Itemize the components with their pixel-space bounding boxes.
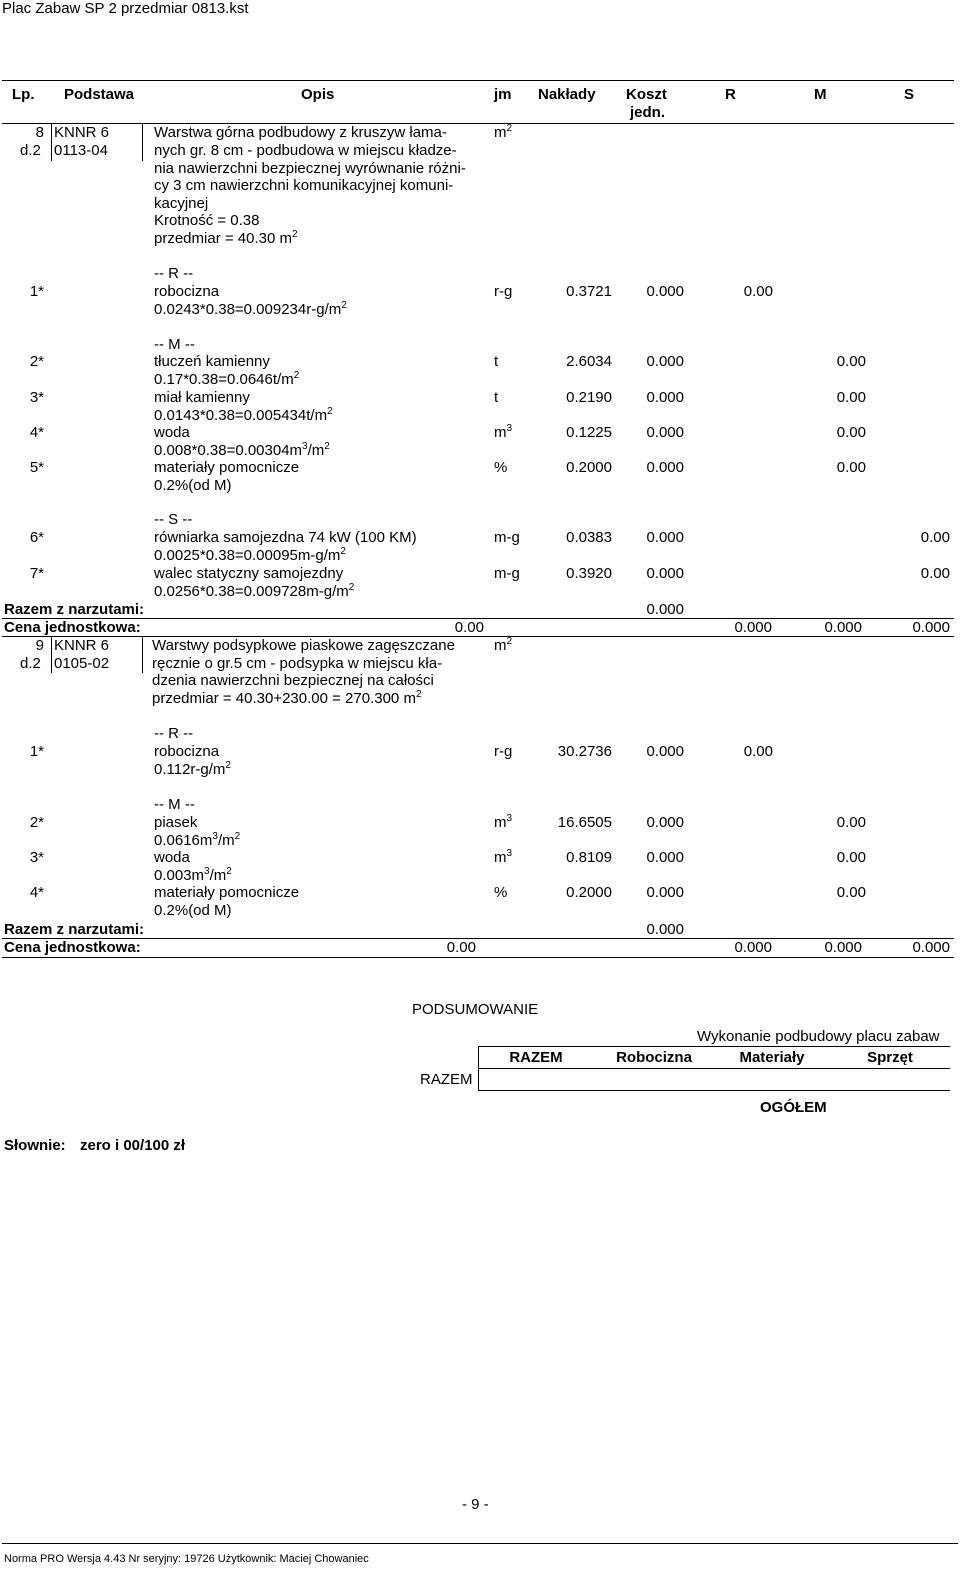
pos9-row-koszt: 0.000 [646, 814, 684, 831]
pos8-desc-2: nych gr. 8 cm - podbudowa w miejscu kładze- [154, 142, 457, 159]
pos8-row-name: równiarka samojezdna 74 kW (100 KM) [154, 529, 417, 546]
pos8-row-naklady: 0.1225 [566, 424, 612, 441]
pos9-row-calc: $0.112r-g/m^2$ [154, 760, 231, 778]
pos8-desc-7: przedmiar = 40.30 $m^2$ [154, 229, 298, 247]
pos9-m-head: -- M -- [154, 796, 195, 813]
pos9-row-value: 0.00 [743, 743, 773, 760]
pos8-m-head: -- M -- [154, 336, 195, 353]
page-number: - 9 - [462, 1496, 489, 1513]
pos9-knnr-code: 0105-02 [54, 655, 110, 672]
pos8-row-calc: 0.2%(od M) [154, 477, 232, 494]
pos8-cena-m: 0.000 [824, 619, 862, 636]
pos9-row-lp: 4* [29, 884, 44, 901]
pos9-row-name: robocizna [154, 743, 220, 760]
pos8-row-name: materiały pomocnicze [154, 459, 300, 476]
col-r: R [725, 86, 736, 103]
pos9-row-naklady: 0.8109 [566, 849, 612, 866]
pos8-row-name: miał kamienny [154, 389, 250, 406]
pos8-razem-label: Razem z narzutami: [4, 601, 145, 618]
pos9-jm: $m^2$ [494, 636, 513, 654]
pos8-row-lp: 6* [29, 529, 44, 546]
pos8-cena-label: Cena jednostkowa: [4, 619, 141, 636]
pos8-row-value: 0.00 [836, 424, 866, 441]
pos8-row-jm: % [494, 459, 508, 476]
col-m: M [814, 86, 827, 103]
pos8-nr: 8 [35, 124, 44, 141]
pos8-row-calc: $0.008*0.38=0.00304m^3/m^2$ [154, 441, 330, 459]
pos8-row-value: 0.00 [836, 459, 866, 476]
pos8-row-naklady: 0.3920 [566, 565, 612, 582]
pos8-row-calc: $0.0025*0.38=0.00095m-g/m^2$ [154, 546, 346, 564]
pos9-row-calc: $0.003m^3/m^2$ [154, 866, 232, 884]
pos9-r-head: -- R -- [154, 725, 194, 742]
col-podstawa: Podstawa [64, 86, 135, 103]
pos8-row-koszt: 0.000 [646, 389, 684, 406]
pos9-row-value: 0.00 [836, 884, 866, 901]
slownie-value: zero i 00/100 zł [80, 1137, 186, 1154]
col-jm: jm [494, 86, 512, 103]
footer-line [2, 1543, 958, 1544]
pos8-cena-bottom-line [2, 636, 954, 637]
pos8-row-calc: $0.0243*0.38=0.009234r-g/m^2$ [154, 300, 347, 318]
pos8-row-lp: 3* [29, 389, 44, 406]
pos8-row-koszt: 0.000 [646, 353, 684, 370]
pos9-cena-label: Cena jednostkowa: [4, 939, 141, 956]
pos8-knnr-code: 0113-04 [54, 142, 108, 159]
pos9-row-lp: 3* [29, 849, 44, 866]
col-opis: Opis [301, 86, 335, 103]
summary-header-line [478, 1068, 950, 1069]
header-bottom-line [2, 123, 954, 124]
pos8-row-lp: 2* [29, 353, 44, 370]
summary-col-materialy: Materiały [739, 1049, 805, 1066]
pos8-row-lp: 1* [29, 283, 44, 300]
summary-col-robocizna: Robocizna [616, 1049, 692, 1066]
pos9-desc-2: ręcznie o gr.5 cm - podsypka w miejscu kła- [152, 655, 443, 672]
summary-bottom-line [478, 1090, 950, 1091]
summary-title: PODSUMOWANIE [412, 1001, 539, 1018]
col-lp: Lp. [12, 86, 35, 103]
pos9-cena-s: 0.000 [912, 939, 950, 956]
pos9-cena-r: 0.000 [734, 939, 772, 956]
pos8-desc-4: cy 3 cm nawierzchni komunikacyjnej komuni- [154, 177, 454, 194]
pos8-s-head: -- S -- [154, 511, 193, 528]
pos9-d: d.2 [20, 655, 41, 672]
pos9-row-value: 0.00 [836, 814, 866, 831]
pos9-row-jm: % [494, 884, 508, 901]
pos8-d: d.2 [20, 142, 41, 159]
col-koszt-jedn: jedn. [630, 104, 666, 121]
pos8-cena-value: 0.00 [454, 619, 484, 636]
pos8-row-calc: $0.0256*0.38=0.009728m-g/m^2$ [154, 582, 355, 600]
pos9-sep2 [142, 637, 143, 673]
pos8-desc-1: Warstwa górna podbudowy z kruszyw łama- [154, 124, 447, 141]
pos8-row-name: tłuczeń kamienny [154, 353, 270, 370]
pos9-row-name: woda [154, 849, 190, 866]
pos8-row-calc: $0.0143*0.38=0.005434t/m^2$ [154, 406, 333, 424]
pos8-row-koszt: 0.000 [646, 529, 684, 546]
pos8-knnr: KNNR 6 [54, 124, 110, 141]
pos8-cena-s: 0.000 [912, 619, 950, 636]
pos8-row-name: robocizna [154, 283, 220, 300]
summary-ogolem: OGÓŁEM [760, 1099, 827, 1116]
pos8-row-jm: m-g [494, 529, 520, 546]
pos9-cena-m: 0.000 [824, 939, 862, 956]
pos9-sep1 [51, 637, 52, 673]
pos9-row-naklady: 16.6505 [557, 814, 612, 831]
pos8-jm: $m^2$ [494, 123, 513, 141]
pos9-razem-label: Razem z narzutami: [4, 921, 145, 938]
summary-col-razem: RAZEM [509, 1049, 563, 1066]
pos8-row-value: 0.00 [836, 389, 866, 406]
summary-left-border [478, 1046, 479, 1090]
pos8-row-naklady: 2.6034 [566, 353, 612, 370]
header-top-line [2, 80, 954, 81]
summary-col-sprzet: Sprzęt [867, 1049, 913, 1066]
col-naklady: Nakłady [538, 86, 596, 103]
pos8-row-koszt: 0.000 [646, 459, 684, 476]
pos8-row-naklady: 0.2000 [566, 459, 612, 476]
pos8-row-value: 0.00 [920, 529, 950, 546]
pos9-row-name: materiały pomocnicze [154, 884, 300, 901]
col-koszt: Koszt [626, 86, 667, 103]
pos8-cena-r: 0.000 [734, 619, 772, 636]
pos8-row-value: 0.00 [743, 283, 773, 300]
pos8-r-head: -- R -- [154, 265, 194, 282]
pos9-nr: 9 [35, 637, 44, 654]
pos8-row-value: 0.00 [920, 565, 950, 582]
document-title: Plac Zabaw SP 2 przedmiar 0813.kst [2, 0, 249, 17]
pos9-row-lp: 2* [29, 814, 44, 831]
pos9-row-koszt: 0.000 [646, 849, 684, 866]
pos9-row-jm: r-g [494, 743, 513, 760]
pos8-row-naklady: 0.2190 [566, 389, 612, 406]
pos9-knnr: KNNR 6 [54, 637, 110, 654]
pos8-row-jm: m-g [494, 565, 520, 582]
pos9-row-koszt: 0.000 [646, 884, 684, 901]
slownie-label: Słownie: [4, 1137, 66, 1154]
pos9-row-calc: 0.2%(od M) [154, 902, 232, 919]
col-s: S [904, 86, 915, 103]
pos9-cena-bottom-line [2, 957, 954, 958]
pos8-row-jm: $m^3$ [494, 423, 513, 441]
pos8-row-jm: t [494, 353, 499, 370]
pos8-row-koszt: 0.000 [646, 283, 684, 300]
pos9-row-calc: $0.0616m^3/m^2$ [154, 831, 241, 849]
pos9-cena-value: 0.00 [446, 939, 476, 956]
pos8-row-lp: 4* [29, 424, 44, 441]
pos9-desc-4: przedmiar = 40.30+230.00 = 270.300 $m^2$ [152, 689, 422, 707]
pos8-desc-5: kacyjnej [154, 195, 209, 212]
pos9-desc-3: dzenia nawierzchni bezpiecznej na całości [152, 672, 434, 689]
summary-subtitle: Wykonanie podbudowy placu zabaw [697, 1028, 940, 1045]
summary-top-line [478, 1046, 950, 1047]
pos8-row-koszt: 0.000 [646, 565, 684, 582]
pos9-row-koszt: 0.000 [646, 743, 684, 760]
pos8-row-calc: $0.17*0.38=0.0646t/m^2$ [154, 370, 300, 388]
pos9-row-lp: 1* [29, 743, 44, 760]
pos8-desc-3: nia nawierzchni bezpiecznej wyrównanie różni- [154, 160, 466, 177]
pos8-row-jm: t [494, 389, 499, 406]
pos8-row-jm: r-g [494, 283, 513, 300]
pos8-row-koszt: 0.000 [646, 424, 684, 441]
pos8-row-lp: 5* [29, 459, 44, 476]
pos8-sep2 [142, 124, 143, 161]
footer-text: Norma PRO Wersja 4.43 Nr seryjny: 19726 Użytkownik: Maciej Chowaniec [4, 1553, 369, 1565]
summary-row-label: RAZEM [420, 1071, 473, 1088]
pos9-row-naklady: 0.2000 [566, 884, 612, 901]
pos8-row-name: woda [154, 424, 190, 441]
pos9-desc-1: Warstwy podsypkowe piaskowe zagęszczane [152, 637, 455, 654]
pos9-row-name: piasek [154, 814, 198, 831]
pos8-sep1 [51, 124, 52, 161]
pos9-row-jm: $m^3$ [494, 813, 513, 831]
pos8-row-naklady: 0.3721 [566, 283, 612, 300]
pos9-row-jm: $m^3$ [494, 848, 513, 866]
pos8-razem-value: 0.000 [646, 601, 684, 618]
pos8-row-name: walec statyczny samojezdny [154, 565, 344, 582]
pos8-row-naklady: 0.0383 [566, 529, 612, 546]
pos9-razem-value: 0.000 [646, 921, 684, 938]
pos9-row-value: 0.00 [836, 849, 866, 866]
pos8-desc-6: Krotność = 0.38 [154, 212, 260, 229]
pos8-row-value: 0.00 [836, 353, 866, 370]
pos8-row-lp: 7* [29, 565, 44, 582]
pos9-row-naklady: 30.2736 [557, 743, 612, 760]
